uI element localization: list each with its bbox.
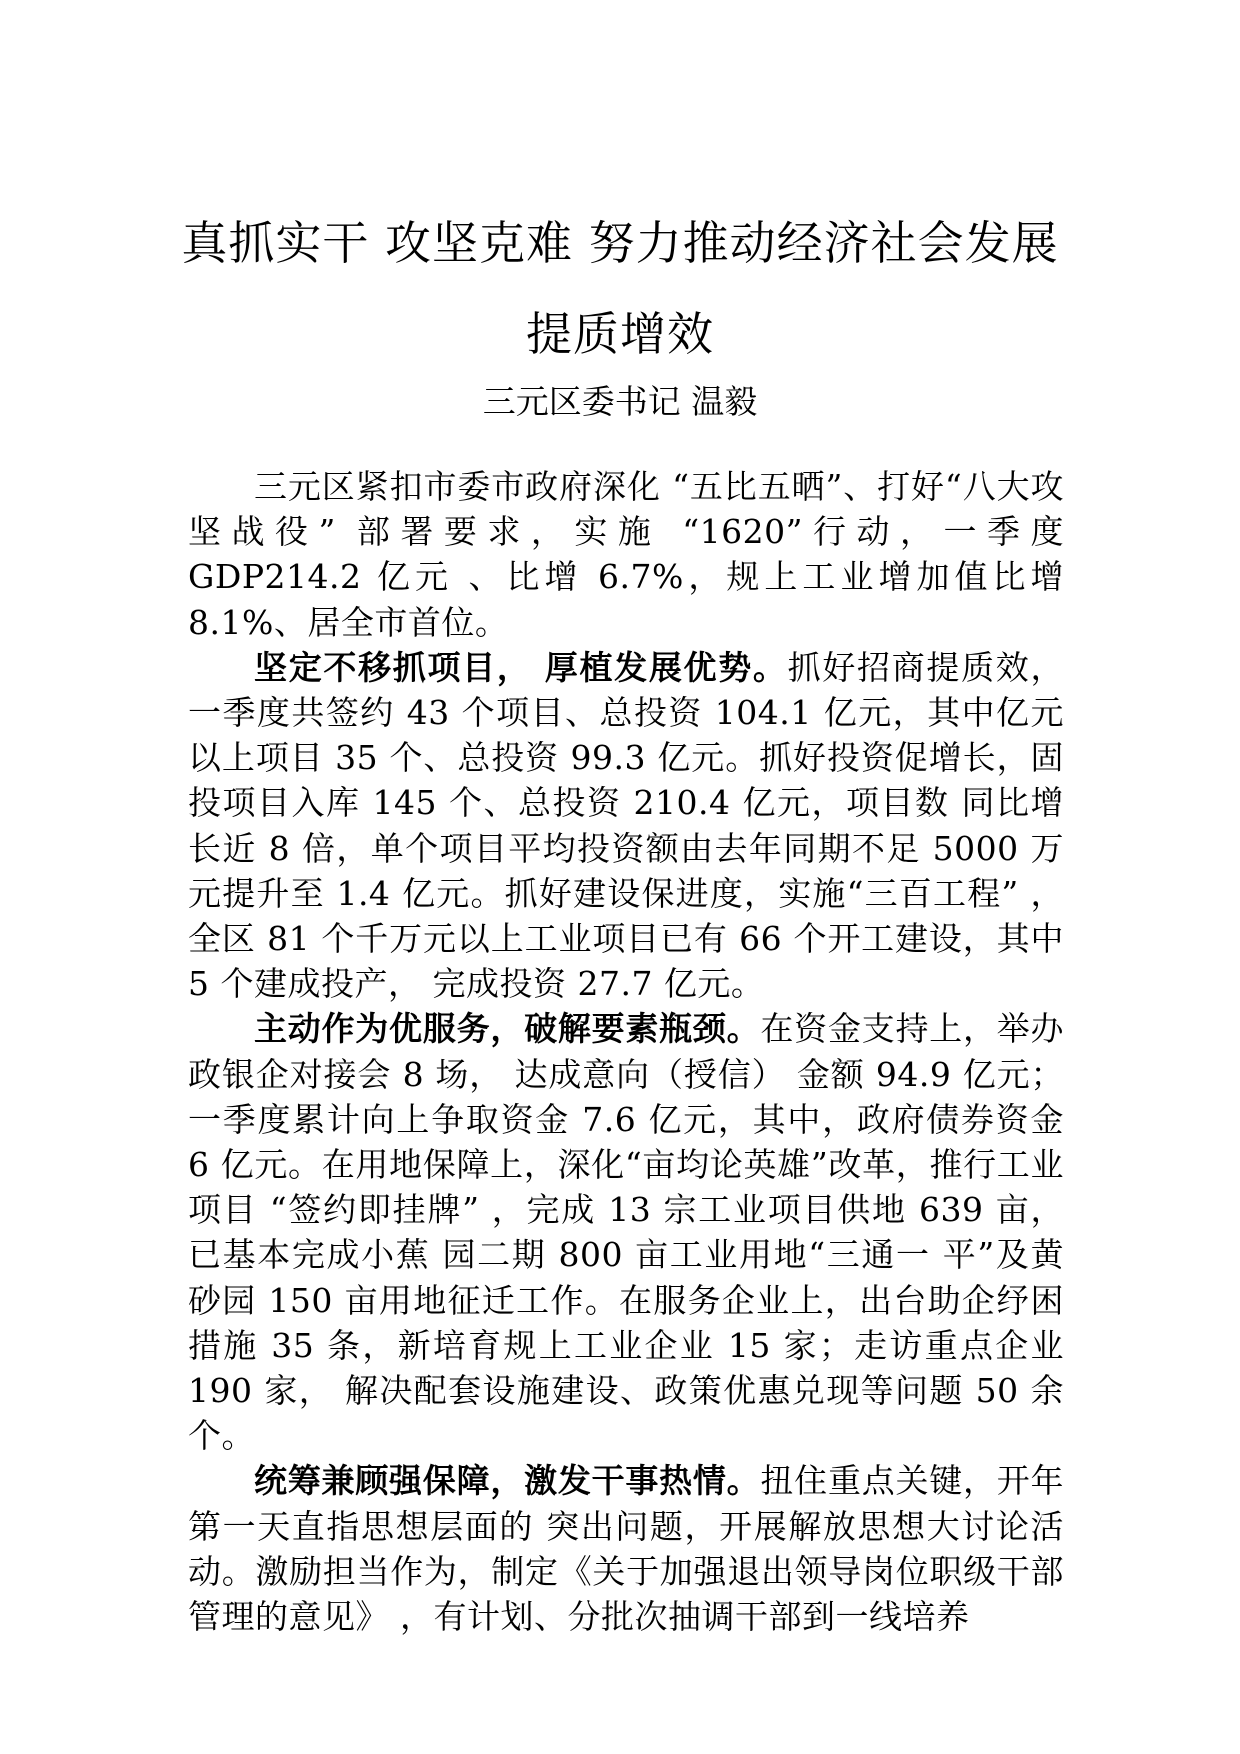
document-body (188, 464, 1064, 1639)
paragraph-services (188, 1006, 1064, 1458)
paragraph-text: 在资金支持上，举办政银企对接会 8 场， 达成意向（授信） 金额 94.9 亿元；一季度累计向上争取资金 7.6 亿元，其中，政府债券资金 6 亿元。在用地保障上，深化“亩均论英雄”改革，推行工业项目 “签约即挂牌” ，完成 13 宗工业项目供地 639 亩，已基本完成小蕉 园二期 800 亩工业用地“三通一 平”及黄砂园 150 亩用地征迁工作。在服务企业上，出台助企纾困措施 35 条，新培育规上工业企业 15 家；走访重点企业 190 家， 解决配套设施建设、政策优惠兑现等问题 50 余个。 (188, 1009, 1065, 1456)
paragraph-text: 扭住重点关键，开年第一天直指思想层面的 突出问题，开展解放思想大讨论活动。激励担当作为，制定《关于加强退出领导岗位职级干部管理的意见》 ，有计划、分批次抽调干部到一线培养 (188, 1461, 1065, 1637)
paragraph-lead: 坚定不移抓项目， 厚植发展优势。 (254, 647, 788, 687)
document-title-line-1: 真抓实干 攻坚克难 努力推动经济社会发展 (181, 216, 1059, 270)
paragraph-lead: 统筹兼顾强保障，激发干事热情。 (254, 1461, 761, 1501)
paragraph-lead: 主动作为优服务，破解要素瓶颈。 (254, 1009, 761, 1049)
paragraph-text: 三元区紧扣市委市政府深化 “五比五晒”、打好“八大攻坚战役” 部署要求，实施 “1620”行动，一季度 GDP214.2 亿元 、比增 6.7%，规上工业增加值比增 8.1%、居全市首位。 (188, 467, 1064, 642)
paragraph-guarantees (188, 1458, 1064, 1639)
paragraph-text: 抓好招商提质效，一季度共签约 43 个项目、总投资 104.1 亿元，其中亿元以上项目 35 个、总投资 99.3 亿元。抓好投资促增长，固投项目入库 145 个、总投资 210.4 亿元，项目数 同比增长近 8 倍，单个项目平均投资额由去年同期不足 5000 万元提升至 1.4 亿元。抓好建设保进度，实施“三百工程” ，全区 81 个千万元以上工业项目已有 66 个开工建设，其中 5 个建成投产， 完成投资 27.7 亿元。 (188, 647, 1064, 1004)
author-byline: 三元区委书记 温毅 (482, 382, 758, 421)
document-title-line-2: 提质增效 (526, 307, 714, 361)
paragraph-projects (188, 645, 1064, 1007)
paragraph-intro (188, 464, 1064, 645)
